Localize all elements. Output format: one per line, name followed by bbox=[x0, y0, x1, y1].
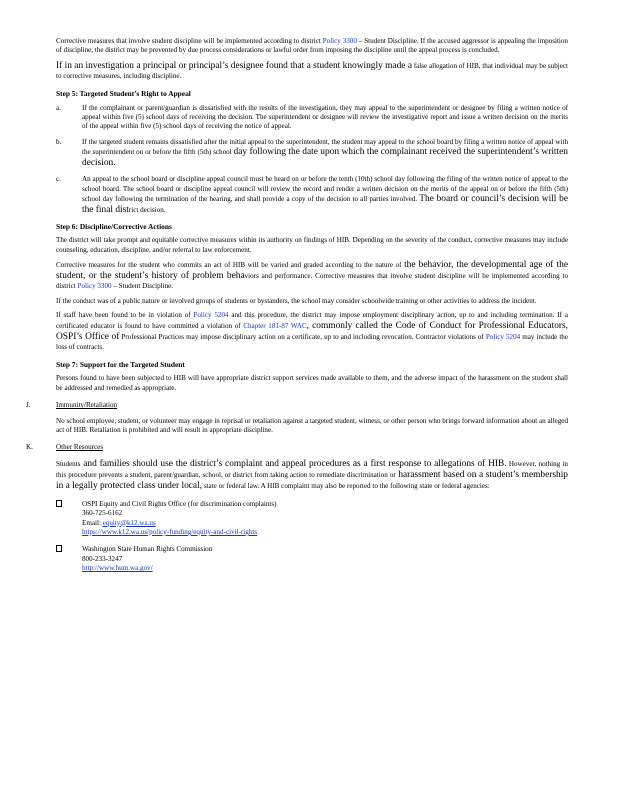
section-k-title: Other Resources bbox=[56, 443, 104, 452]
step7-heading: Step 7: Support for the Targeted Student bbox=[56, 359, 185, 369]
section-j-paragraph: No school employee, student, or volunteer may engage in reprisal or retaliation against a targeted student, witness, or other person who brings forward information about an alleged act of HIB. Retaliation is prohibited and will result in appropriate discipline. bbox=[56, 416, 568, 434]
section-k: K. Other Resources bbox=[26, 443, 104, 452]
policy-5204-link[interactable]: Policy 5204 bbox=[193, 311, 229, 320]
section-k-paragraph: Students and families should use the district’s complaint and appeal procedures as a first response to allegations of HIB. However, nothing in this procedure prevents a student, parent/guardian, school, or district from taking action to remediate discrimination or harassment based on a student’s membership in a legally protected class under local, state or federal law. A HIB complaint may also be reported to the following state or federal agencies: bbox=[56, 458, 568, 491]
step5-item-c: c. An appeal to the school board or discipline appeal council must be heard on or before the tenth (10th) school day following the filing of the written notice of appeal to the school board. The school board or discipline appeal council will review the record and render a written decision on the merits of the appeal on or before the fifth (5th) school day following the termination of the hearing, and shall provide a copy of the decision to all parties involved. The board or council’s decision will be the final district decision. bbox=[56, 175, 568, 216]
ospi-url-link[interactable]: https://www.k12.wa.us/policy-funding/equity-and-civil-rights bbox=[82, 527, 258, 536]
bullet-icon bbox=[56, 500, 62, 507]
hrc-url-link[interactable]: http://www.hum.wa.gov/ bbox=[82, 564, 153, 573]
step5-item-a: a. If the complainant or parent/guardian is dissatisfied with the results of the investigation, they may appeal to the superintendent or designee by filing a written notice of appeal within five (5) school days of receiving the decision. The superintendent or designee will review the investigative report and issue a written decision on the merits of the appeal within five (5) school days of receiving the notice of appeal. bbox=[56, 103, 568, 131]
contact-ospi: OSPI Equity and Civil Rights Office (for discrimination complaints) 360-725-6162 Email: equity@k12.wa.us https://www.k12.wa.us/policy-funding/equity-and-civil-rights bbox=[56, 500, 568, 538]
step6-paragraph-2: Corrective measures for the student who commits an act of HIB will be varied and graded according to the nature of the behavior, the developmental age of the student, or the student’s history of problem behaviors and performance. Corrective measures that involve student discipline will be implemented according to district Policy 3300 – Student Discipline. bbox=[56, 260, 568, 291]
step7-paragraph: Persons found to have been subjected to HIB will have appropriate district support services made available to them, and the adverse impact of the harassment on the student shall be addressed and remedied as appropriate. bbox=[56, 374, 568, 392]
step5-item-b: b. If the targeted student remains dissatisfied after the initial appeal to the superintendent, the student may appeal to the school board by filing a written notice of appeal with the superintendent on or before the fifth (5th) school day following the date upon which the complainant received the superintendent’s written decision. bbox=[56, 137, 568, 169]
policy-3300-link-2[interactable]: Policy 3300 bbox=[77, 282, 112, 291]
section-j-title: Immunity/Retaliation bbox=[56, 401, 118, 410]
contact-hrc: Washington State Human Rights Commission 800-233-3247 http://www.hum.wa.gov/ bbox=[56, 545, 568, 573]
bullet-icon bbox=[56, 545, 62, 552]
step6-paragraph-1: The district will take prompt and equitable corrective measures within its authority on findings of HIB. Depending on the severity of the conduct, corrective measures may include counseling, education, discipline, and/or referral to law enforcement. bbox=[56, 236, 568, 254]
section-j: J. Immunity/Retaliation bbox=[26, 401, 118, 410]
ospi-email-link[interactable]: equity@k12.wa.us bbox=[102, 518, 156, 527]
chapter-181-87-wac-link[interactable]: Chapter 181-87 WAC bbox=[243, 321, 307, 330]
false-allegation-paragraph: If in an investigation a principal or principal’s designee found that a student knowingly made a false allegation of HIB, that individual may be subject to corrective measures, including discipline. bbox=[56, 60, 568, 80]
policy-3300-link[interactable]: Policy 3300 bbox=[322, 37, 357, 45]
step5-heading: Step 5: Targeted Student’s Right to Appeal bbox=[56, 89, 191, 99]
step6-paragraph-4: If staff have been found to be in violation of Policy 5204 and this procedure, the district may impose employment disciplinary action, up to and including termination. If a certificated educator is found to have committed a violation of Chapter 181-87 WAC, commonly called the Code of Conduct for Professional Educators, OSPI’s Office of Professional Practices may impose disciplinary action on a certificate, up to and including revocation. Contractor violations of Policy 5204 may include the loss of contracts. bbox=[56, 311, 569, 351]
step6-heading: Step 6: Discipline/Corrective Actions bbox=[56, 222, 172, 232]
corrective-measures-paragraph: Corrective measures that involve student discipline will be implemented according to district Policy 3300 – Student Discipline. If the accused aggressor is appealing the imposition of discipline, the district may be prevented by due process considerations or lawful order from imposing the discipline until the appeal process is concluded. bbox=[56, 37, 568, 55]
step6-paragraph-3: If the conduct was of a public nature or involved groups of students or bystanders, the school may consider schoolwide training or other activities to address the incident. bbox=[56, 296, 537, 305]
document-page bbox=[26, 37, 569, 574]
policy-5204-link-2[interactable]: Policy 5204 bbox=[485, 332, 521, 341]
